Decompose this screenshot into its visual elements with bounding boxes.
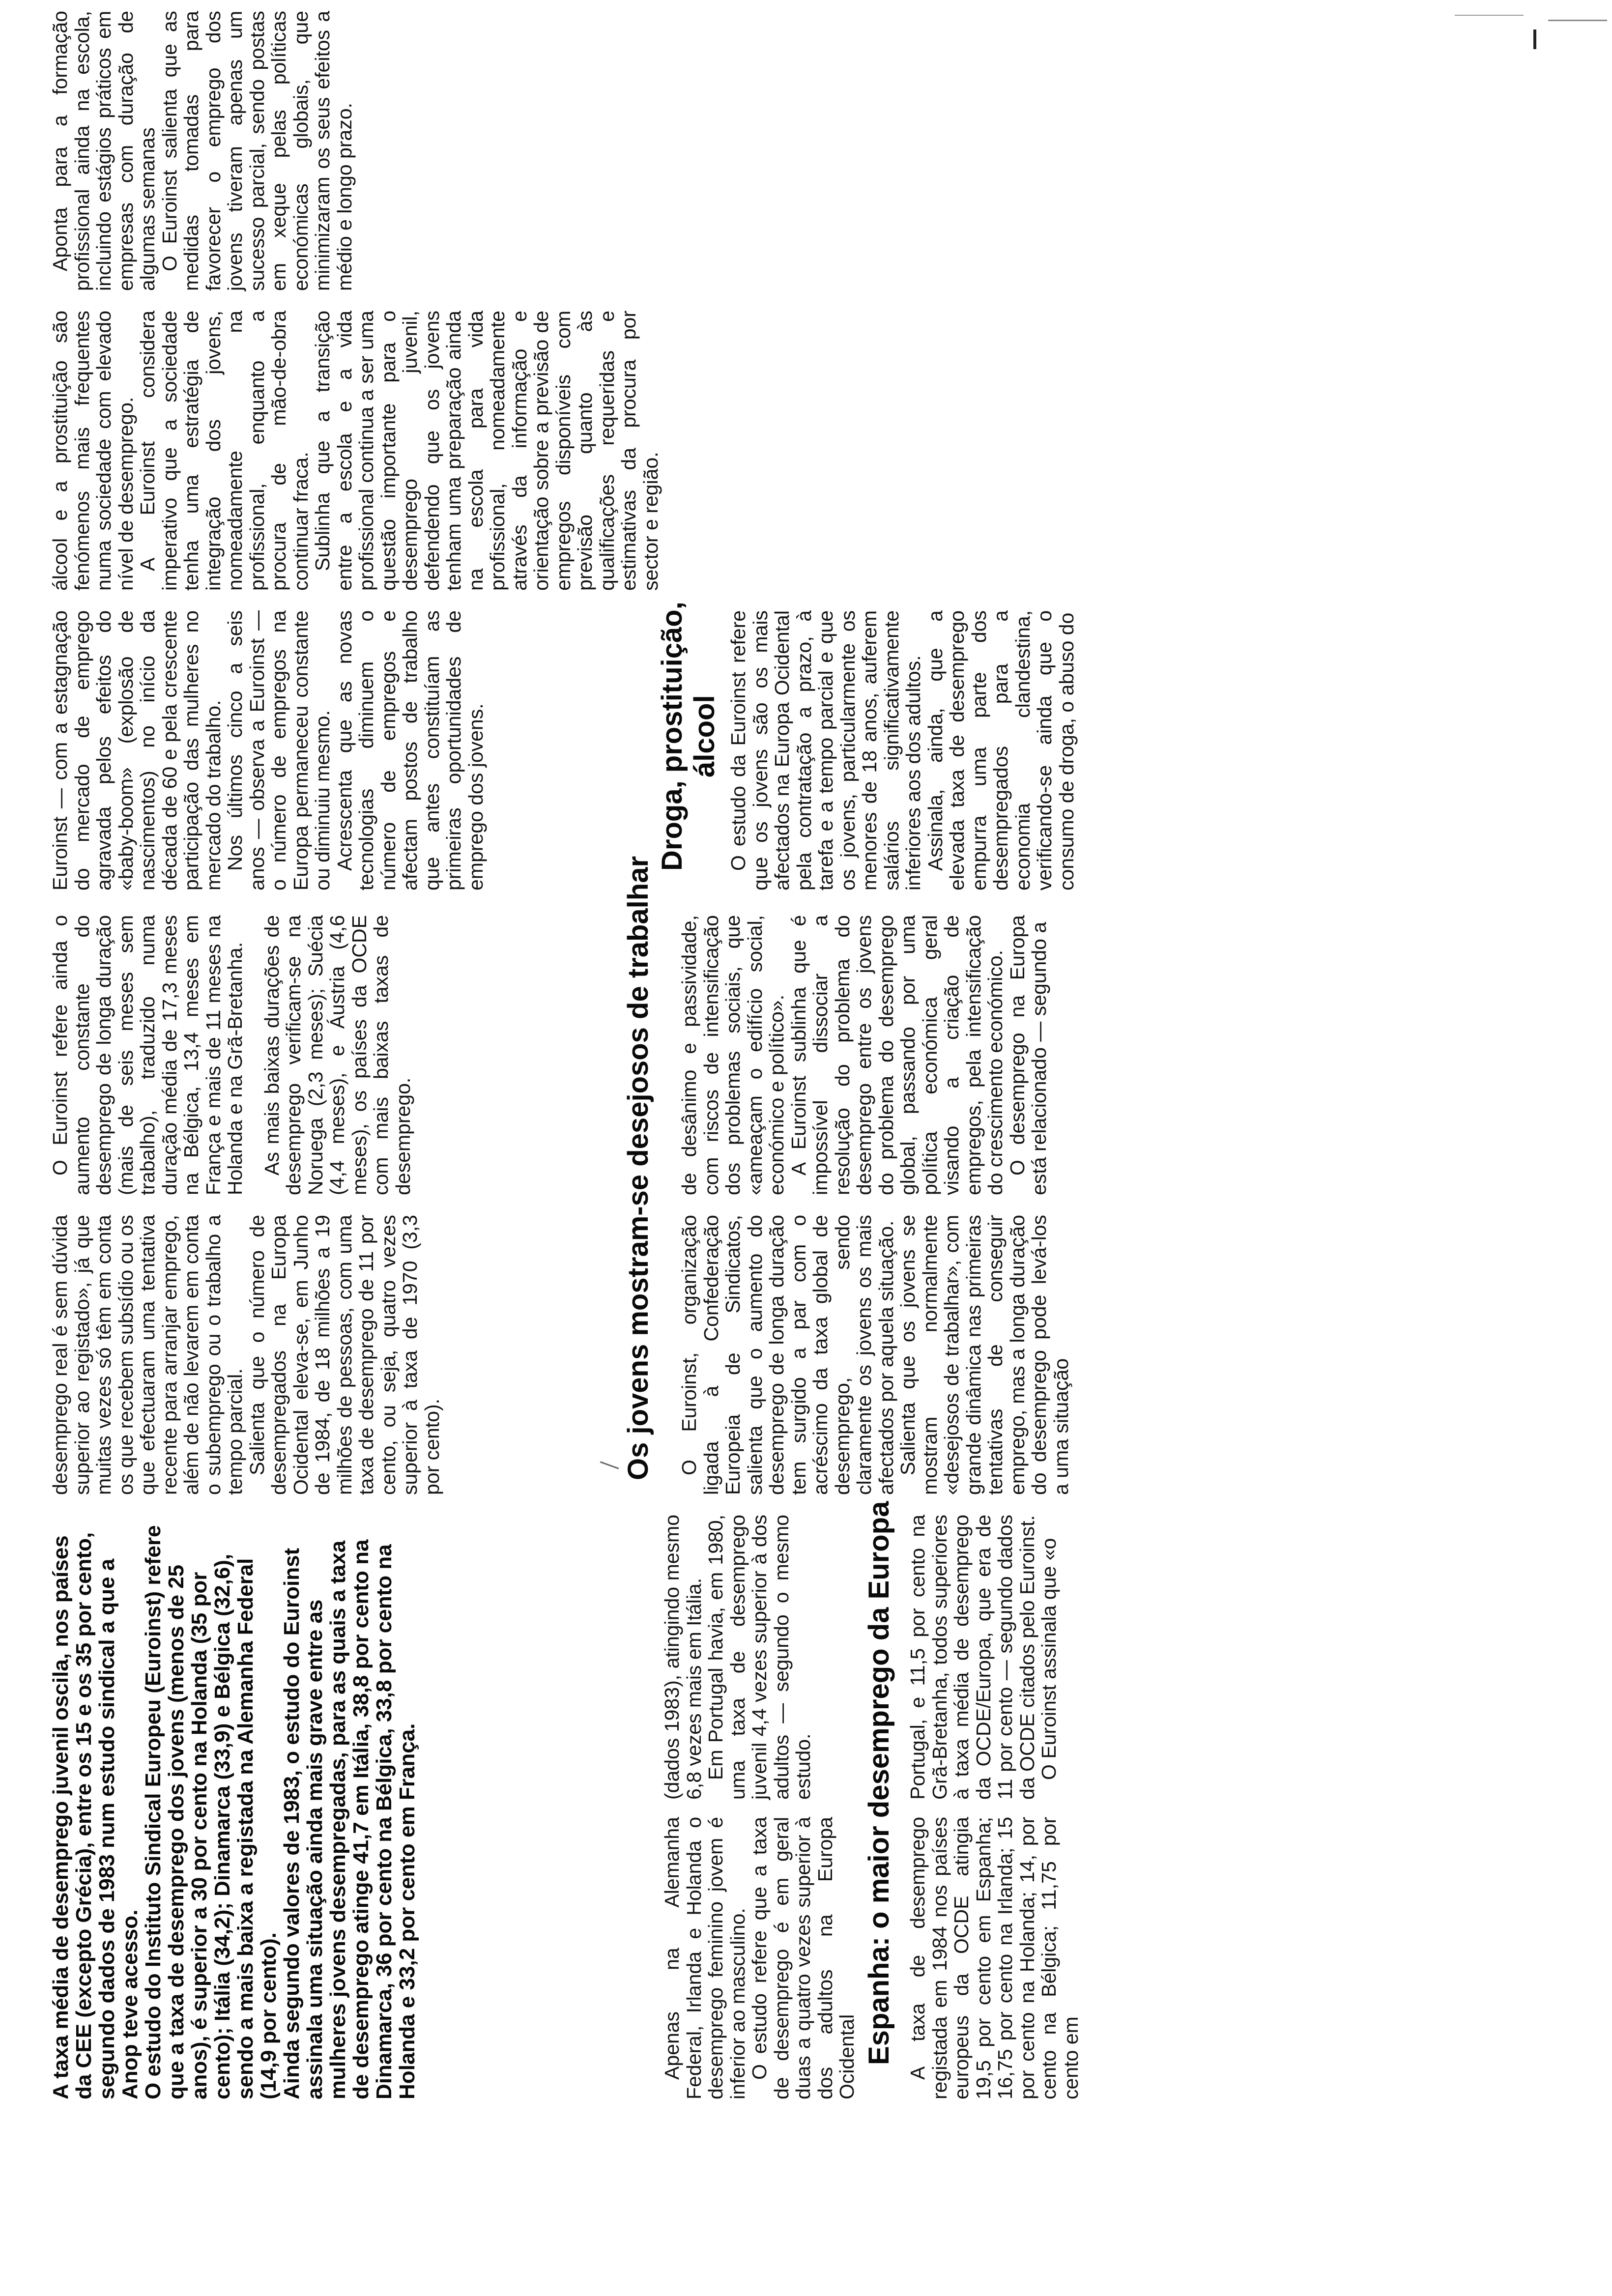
column bbox=[49, 1215, 443, 1495]
column bbox=[907, 1817, 1082, 2099]
column bbox=[661, 1817, 858, 2099]
paragraph: A taxa de desemprego registada em 1984 nos países europeus da OCDE atingia 19,5 por cento em Espanha; 16,75 por cento na Irlanda; 15 por cento na Holanda; 14, por cento na Bélgica; 11,75 por cento em bbox=[906, 1817, 1082, 2099]
paragraph: Euroinst — com a estagnação do mercado de emprego agravada pelos efeitos do «baby-boom» (explosão de nascimentos) no início da década de 60 e pela crescente participação das mulheres no mercado do trabalho. bbox=[49, 610, 225, 890]
paragraph: de desânimo e passividade, com riscos de intensificação dos problemas sociais, que «ameaçam o edifício social, económico e político». bbox=[678, 915, 788, 1195]
column bbox=[49, 11, 355, 291]
paragraph: O estudo da Euroinst refere que os jovens são os mais afectados na Europa Ocidental pela contratação a prazo, à tarefa e a tempo parcial e que os jovens, particularmente os menores de 18 anos, auferem salários significativamente inferiores aos dos adultos. bbox=[727, 610, 924, 890]
lead-paragraph bbox=[49, 1515, 419, 2099]
column bbox=[678, 915, 1050, 1195]
paragraph: Em Portugal havia, em 1980, uma taxa de desemprego juvenil 4,4 vezes superior à dos adultos — segundo o mesmo estudo. bbox=[704, 1515, 814, 1800]
column bbox=[661, 1515, 814, 1800]
paragraph: Salienta que o número de desempregados na Europa Ocidental eleva-se, em Junho de 1984, de 18 milhões a 19 milhões de pessoas, com uma taxa de desemprego de 11 por cento, ou seja, quatro vezes superior à taxa de 1970 (3,3 por cento). bbox=[245, 1215, 443, 1495]
subheadline-drugs bbox=[656, 602, 721, 871]
column bbox=[907, 1515, 1060, 1800]
column bbox=[49, 610, 487, 890]
paragraph: Sublinha que a transição entre a escola e a vida profissional continua a ser uma questão importante para o desemprego juvenil, defendendo que os jovens tenham uma preparação ainda na escola para vida profissional, nomeadamente através da informação e orientação sobre a previsão de empregos disponíveis com previsão quanto às qualificações requeridas e estimativas da procura por sector e região. bbox=[311, 311, 662, 591]
paragraph: O Euroinst, organização ligada à Confederação Europeia de Sindicatos, salienta que o aumento do desemprego de longa duração tem surgido a par com o acréscimo da taxa global de desemprego, sendo claramente os jovens os mais afectados por aquela situação. bbox=[678, 1215, 897, 1495]
paragraph: Acrescenta que as novas tecnologias diminuem o número de empregos e afectam postos de trabalho que antes constituíam as primeiras oportunidades de emprego dos jovens. bbox=[333, 610, 487, 890]
paragraph: Portugal, e 11,5 por cento na Grã-Bretanha, todos superiores à taxa média de desemprego da OCDE/Europa, que era de 11 por cento — segundo dados da OCDE citados pelo Euroinst. bbox=[906, 1515, 1038, 1800]
paragraph: O estudo refere que a taxa de desemprego é em geral duas a quatro vezes superior à dos adultos na Europa Ocidental bbox=[748, 1817, 858, 2099]
paragraph: O desemprego na Europa está relacionado — segundo a bbox=[1006, 915, 1050, 1195]
lead-text-3: Ainda segundo valores de 1983, o estudo do Euroinst assinala uma situação ainda mais grave entre as mulheres jovens desempregadas, para as quais a taxa de desemprego atinge 41,7 em Itália, 38,8 por cento na Dinamarca, 36 por cento na Bélgica, 33,8 por cento na Holanda e 33,2 por cento em França. bbox=[280, 1539, 419, 2099]
paragraph: desemprego real é sem dúvida superior ao registado», já que muitas vezes só têm em conta os que recebem subsídio ou os que efectuaram uma tentativa recente para arranjar emprego, além de não levarem em conta o subemprego ou o trabalho a tempo parcial. bbox=[49, 1215, 246, 1495]
paragraph: A Euroinst sublinha que é impossível dissociar a resolução do problema do desemprego entre os jovens do problema do desemprego global, passando por uma política económica geral visando a criação de empregos, pela intensificação do crescimento económico. bbox=[787, 915, 1007, 1195]
paragraph: (dados 1983), atingindo mesmo 6,8 vezes mais em Itália. bbox=[661, 1515, 705, 1800]
lead-text-2: O estudo do Instituto Sindical Europeu (Euroinst) refere que a taxa de desemprego dos jovens (menos de 25 anos), é superior a 30 por cento na Holanda (35 por cento); Itália (34,2); Dinamarca (33,9) e Bélgica (32,6), sendo a mais baixa a registada na Alemanha Federal (14,9 por cento). bbox=[141, 1525, 281, 2099]
lead-text-1: A taxa média de desemprego juvenil oscila, nos países da CEE (excepto Grécia), entre os 15 e os 35 por cento, segundo dados de 1983 num estudo sindical a que a Anop teve acesso. bbox=[49, 1532, 142, 2099]
subheadline-youth: Os jovens mostram-se desejosos de trabalhar bbox=[622, 856, 654, 1480]
paragraph: Nos últimos cinco a seis anos — observa a Euroinst — o número de empregos na Europa permaneceu constante ou diminuiu mesmo. bbox=[224, 610, 334, 890]
paragraph: O Euroinst assinala que «o bbox=[1037, 1538, 1060, 1780]
paragraph: O Euroinst salienta que as medidas tomadas para favorecer o emprego dos jovens tiveram apenas um sucesso parcial, sendo postas em xeque pelas políticas económicas globais, que minimizaram os seus efeitos a médio e longo prazo. bbox=[158, 11, 356, 291]
subheadline-spain: Espanha: o maior desemprego da Europa bbox=[863, 1501, 895, 2065]
subheadline-drugs-line-1: Droga, prostituição, bbox=[656, 602, 688, 871]
subheadline-drugs-line-2: álcool bbox=[689, 695, 720, 777]
column bbox=[49, 915, 414, 1195]
column bbox=[49, 311, 662, 591]
paragraph: Apenas na Alemanha Federal, Irlanda e Holanda o desemprego feminino jovem é inferior ao masculino. bbox=[661, 1817, 749, 2099]
paragraph: Salienta que os jovens se mostram normalmente «desejosos de trabalhar», com grande dinâmica nas primeiras tentativas de conseguir emprego, mas a longa duração do desemprego pode levá-los a uma situação bbox=[896, 1215, 1072, 1495]
paragraph: O Euroinst refere ainda o aumento constante do desemprego de longa duração (mais de seis meses sem trabalho), traduzido numa duração média de 17,3 meses na Bélgica, 13,4 meses em França e mais de 11 meses na Holanda e na Grã-Bretanha. bbox=[49, 915, 246, 1195]
paragraph: Aponta para a formação profissional ainda na escola, incluindo estágios práticos em empresas com duração de algumas semanas bbox=[49, 11, 159, 291]
column bbox=[678, 1215, 1072, 1495]
column bbox=[727, 610, 1077, 890]
paragraph: álcool e a prostituição são fenómenos mais frequentes numa sociedade com elevado nível de desemprego. bbox=[49, 311, 137, 591]
paragraph: A Euroinst considera imperativo que a sociedade tenha uma estratégia de integração dos jovens, nomeadamente na profissional, enquanto a procura de mão-de-obra continuar fraca. bbox=[136, 311, 312, 591]
paragraph: As mais baixas durações de desemprego verificam-se na Noruega (2,3 meses); Suécia (4,4 meses), e Áustria (4,6 meses), os países da OCDE com mais baixas taxas de desemprego. bbox=[260, 915, 414, 1195]
paragraph: Assinala, ainda, que a elevada taxa de desemprego empurra uma parte dos desempregados para a economia clandestina, verificando-se ainda que o consumo de droga, o abuso do bbox=[923, 610, 1078, 890]
